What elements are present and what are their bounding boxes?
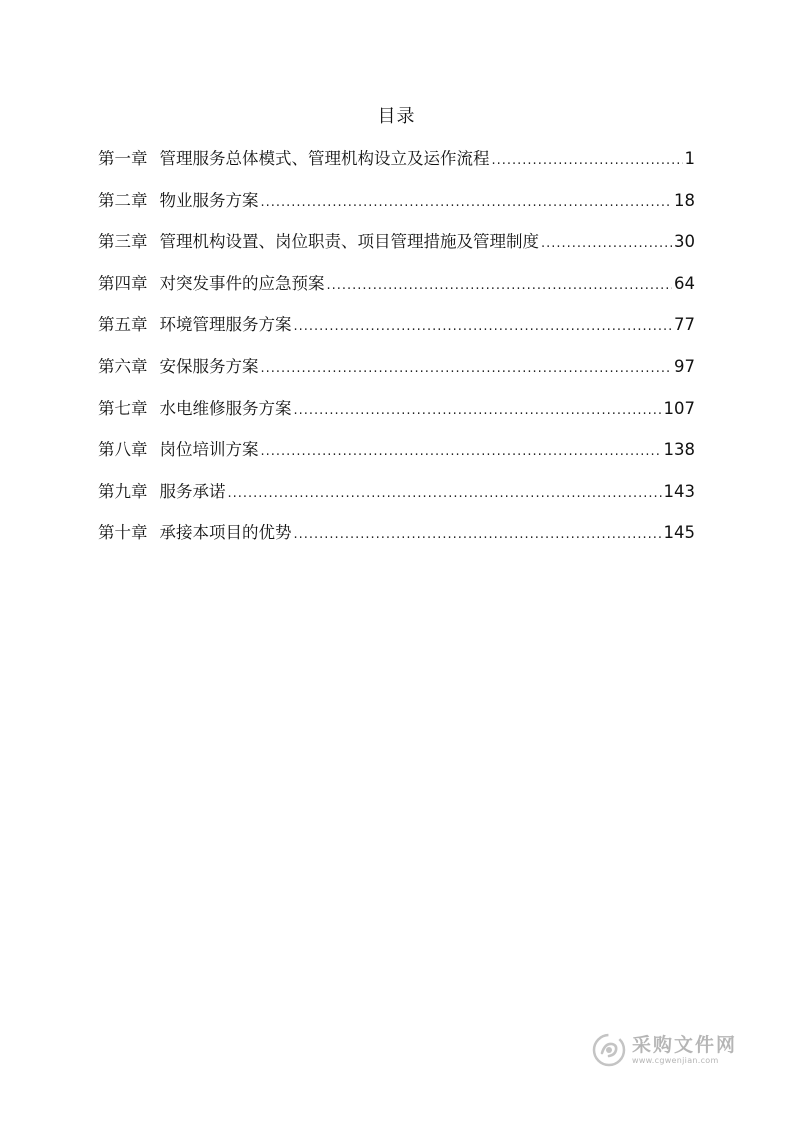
toc-dot-leader	[294, 398, 662, 424]
toc-entry-title: 管理机构设置、岗位职责、项目管理措施及管理制度	[159, 232, 539, 252]
toc-entry-title: 岗位培训方案	[159, 440, 259, 460]
toc-chapter-label: 第六章	[98, 356, 148, 376]
toc-chapter-label: 第五章	[98, 315, 148, 335]
toc-dot-leader	[261, 356, 673, 382]
toc-entry-title: 服务承诺	[159, 481, 226, 501]
watermark	[592, 1030, 752, 1070]
toc-entry[interactable]	[98, 520, 695, 562]
toc-chapter-label: 第七章	[98, 398, 148, 418]
toc-dot-leader	[261, 439, 662, 465]
toc-chapter-label: 第十章	[98, 523, 148, 543]
toc-page-number: 64	[674, 273, 695, 293]
toc-entry[interactable]	[98, 188, 695, 230]
toc-entry[interactable]	[98, 271, 695, 313]
toc-page-number: 30	[674, 232, 695, 252]
toc-page-number: 107	[663, 398, 695, 418]
toc-dot-leader	[261, 190, 673, 216]
toc-page-number: 18	[674, 190, 695, 210]
toc-entry[interactable]	[98, 354, 695, 396]
toc-list	[98, 146, 695, 562]
toc-dot-leader	[294, 314, 673, 340]
toc-dot-leader	[228, 481, 662, 507]
cg-logo-icon	[592, 1033, 626, 1067]
toc-entry-title: 物业服务方案	[159, 190, 259, 210]
watermark-name: 采购文件网	[632, 1034, 738, 1056]
toc-dot-leader	[327, 273, 673, 299]
toc-entry-title: 水电维修服务方案	[159, 398, 292, 418]
toc-entry-title: 承接本项目的优势	[159, 523, 292, 543]
toc-chapter-label: 第九章	[98, 481, 148, 501]
toc-page-number: 97	[674, 356, 695, 376]
toc-entry[interactable]	[98, 396, 695, 438]
toc-entry[interactable]	[98, 312, 695, 354]
toc-page-number: 145	[663, 523, 695, 543]
toc-dot-leader	[294, 522, 662, 548]
toc-entry-title: 管理服务总体模式、管理机构设立及运作流程	[159, 149, 490, 168]
toc-chapter-label: 第八章	[98, 440, 148, 460]
toc-page-number: 77	[674, 315, 695, 335]
toc-title: 目录	[377, 106, 416, 127]
toc-entry-title: 环境管理服务方案	[159, 315, 292, 335]
toc-chapter-label: 第三章	[98, 232, 148, 252]
toc-entry-title: 对突发事件的应急预案	[159, 273, 325, 293]
toc-page-number: 143	[663, 481, 695, 501]
toc-entry[interactable]	[98, 437, 695, 479]
watermark-url: www.cgwenjian.com	[632, 1056, 719, 1065]
toc-entry[interactable]	[98, 229, 695, 271]
toc-chapter-label: 第二章	[98, 190, 148, 210]
toc-entry[interactable]	[98, 146, 695, 188]
toc-chapter-label: 第一章	[98, 149, 148, 168]
watermark-text	[632, 1034, 737, 1066]
toc-dot-leader	[492, 148, 683, 174]
toc-entry[interactable]	[98, 479, 695, 521]
toc-page-number: 1	[684, 149, 695, 168]
toc-chapter-label: 第四章	[98, 273, 148, 293]
toc-dot-leader	[541, 231, 672, 257]
toc-page-number: 138	[663, 440, 695, 460]
toc-entry-title: 安保服务方案	[159, 356, 259, 376]
